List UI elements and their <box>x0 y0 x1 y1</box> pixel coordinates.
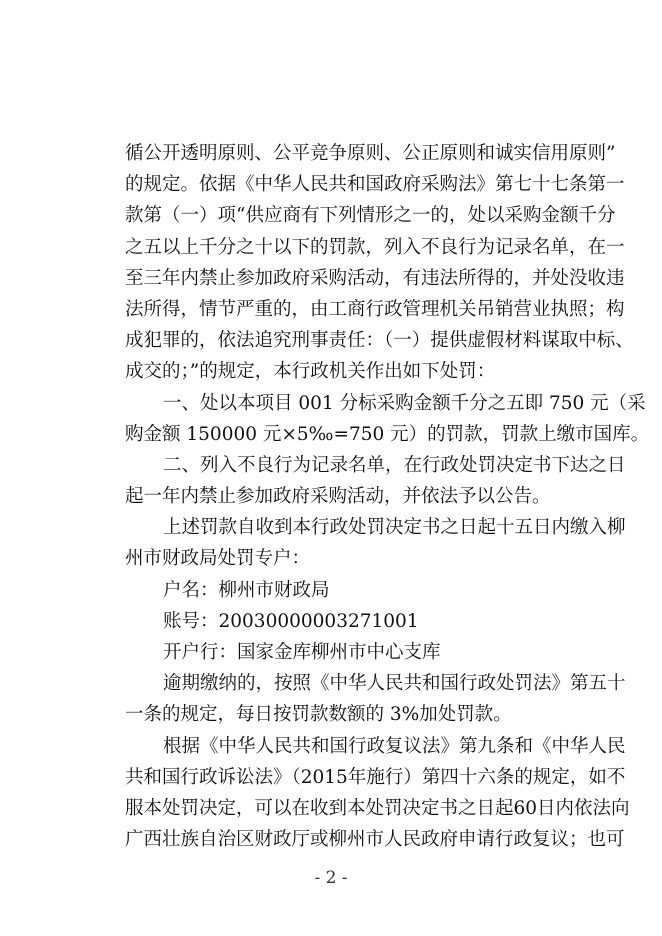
text-line: 共和国行政诉讼法》（2015年施行）第四十六条的规定，如不 <box>125 766 626 788</box>
text-line: 购金额 150000 元×5‰=750 元）的罚款，罚款上缴市国库。 <box>125 423 650 445</box>
text-line: 一条的规定，每日按罚款数额的 3%加处罚款。 <box>125 704 512 726</box>
text-line: 二、列入不良行为记录名单，在行政处罚决定书下达之日 <box>163 454 626 476</box>
text-line: 成交的；”的规定，本行政机关作出如下处罚： <box>125 361 496 383</box>
page-number: - 2 - <box>314 868 348 888</box>
text-line: 根据《中华人民共和国行政复议法》第九条和《中华人民 <box>163 735 626 757</box>
text-line: 开户行：国家金库柳州市中心支库 <box>163 642 441 663</box>
text-line: 户名：柳州市财政局 <box>163 579 330 601</box>
text-line: 的规定。依据《中华人民共和国政府采购法》第七十七条第一 <box>125 174 625 196</box>
text-line: 一、处以本项目 001 分标采购金额千分之五即 750 元（采 <box>163 392 646 414</box>
text-line: 账号：20030000003271001 <box>163 610 419 632</box>
text-line: 循公开透明原则、公平竞争原则、公正原则和诚实信用原则” <box>125 143 616 164</box>
text-line: 州市财政局处罚专户： <box>125 548 311 570</box>
text-line: 款第（一）项“供应商有下列情形之一的，处以采购金额千分 <box>125 205 616 227</box>
text-line: 成犯罪的，依法追究刑事责任：（一）提供虚假材料谋取中标、 <box>125 330 634 352</box>
text-line: 之五以上千分之十以下的罚款，列入不良行为记录名单，在一 <box>125 236 625 258</box>
text-line: 广西壮族自治区财政厅或柳州市人民政府申请行政复议；也可 <box>125 829 625 851</box>
text-line: 起一年内禁止参加政府采购活动，并依法予以公告。 <box>125 486 551 508</box>
text-line: 服本处罚决定，可以在收到本处罚决定书之日起60日内依法向 <box>125 797 630 819</box>
text-line: 法所得，情节严重的，由工商行政管理机关吊销营业执照；构 <box>125 298 625 320</box>
text-line: 上述罚款自收到本行政处罚决定书之日起十五日内缴入柳 <box>163 517 626 539</box>
document-body <box>125 138 650 855</box>
text-line: 至三年内禁止参加政府采购活动，有违法所得的，并处没收违 <box>125 267 625 289</box>
text-line: 逾期缴纳的，按照《中华人民共和国行政处罚法》第五十 <box>163 673 626 695</box>
